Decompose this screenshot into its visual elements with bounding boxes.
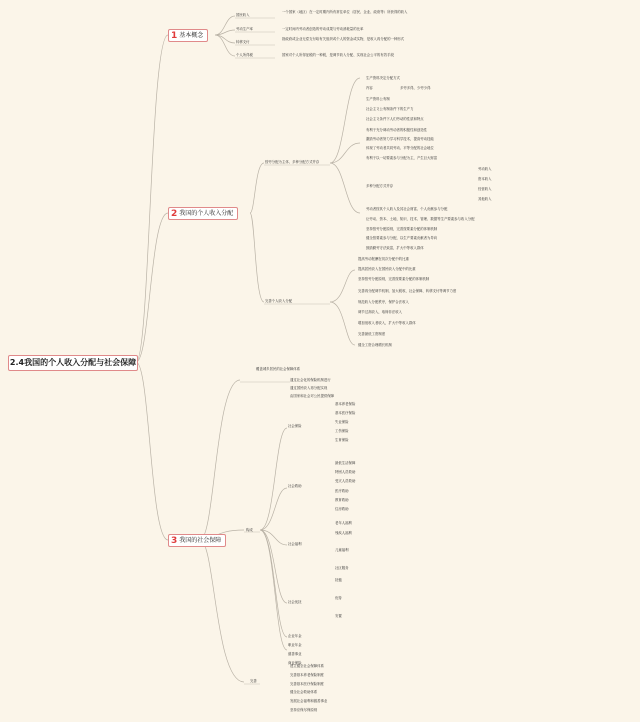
mech-item: 由国家和社会对公民提供保障 [290, 394, 335, 398]
field-item: 特困人员救助 [335, 470, 356, 474]
security-meaning: 覆盖城乡居民的社会保障体系 [256, 367, 301, 371]
field-item: 优待 [335, 596, 342, 600]
concept-definition: 指政府或企业无偿支付给有关组织或个人的资金或实物，是收入再分配的一种形式 [282, 37, 405, 41]
section-number: 2 [171, 209, 178, 219]
a-item: 多劳多得，少劳少得 [400, 86, 431, 90]
field-item: 工伤保险 [335, 429, 349, 433]
tail-item: 慈善事业 [288, 652, 302, 656]
field-item: 医疗救助 [335, 489, 349, 493]
field-item: 最低生活保障 [335, 461, 356, 465]
improve-item: 健全社会救助体系 [290, 690, 318, 694]
concept-term: 劳动生产率 [236, 27, 253, 31]
c-item: 让劳动、资本、土地、知识、技术、管理、数据等生产要素参与收入分配 [366, 217, 475, 221]
concept-definition: 一个国家（地区）在一定时期内所有常住单位（居民、企业、政府等）所获得的收入 [282, 10, 408, 14]
improve-item: 建立健全社会保障体系 [290, 664, 324, 668]
section-social-security [168, 534, 226, 547]
section-income-distribution [168, 207, 238, 220]
tail-item: 职业年金 [288, 643, 302, 647]
field-item: 安置 [335, 614, 342, 618]
fair-item: 增加低收入者收入，扩大中等收入群体 [358, 321, 416, 325]
field-item: 生育保险 [335, 438, 349, 442]
c-form: 其他收入 [478, 197, 492, 201]
concept-term: 个人所得税 [236, 53, 253, 57]
fair-item: 规范收入分配秩序，保护合法收入 [358, 300, 409, 304]
field-item: 残疾人福利 [335, 531, 352, 535]
section-number: 3 [171, 536, 178, 546]
concept-term: 转移支付 [236, 40, 250, 44]
field-item: 教育救助 [335, 498, 349, 502]
fair-item: 调节过高收入，取缔非法收入 [358, 310, 403, 314]
b-item: 生产资料公有制 [366, 97, 390, 101]
field-name: 社会福利 [288, 542, 302, 546]
b-distribution: 多种分配方式并存 [366, 184, 394, 188]
fair-item: 完善再分配调节机制，加大税收、社会保障、转移支付等调节力度 [358, 289, 457, 293]
fields-label: 构成 [246, 528, 253, 532]
b-meaning-item: 有利于充分调动劳动者的积极性和创造性 [366, 128, 428, 132]
improve-item: 完善基本养老保险制度 [290, 673, 324, 677]
c-form: 劳动收入 [478, 167, 492, 171]
b-item: 社会主义公有制条件下的生产力 [366, 107, 414, 111]
concept-definition: 一定时间内劳动者创造的劳动成果与劳动消耗量的比率 [282, 27, 364, 31]
fair-item: 完善最低工资制度 [358, 332, 386, 336]
root-node: 2.4我国的个人收入分配与社会保障 [8, 355, 138, 371]
section-title: 我国的社会保障 [179, 537, 222, 544]
improve-item: 完善基本医疗保险制度 [290, 682, 324, 686]
field-name: 社会优抚 [288, 600, 302, 604]
field-item: 住房救助 [335, 507, 349, 511]
concept-definition: 国家对个人所得征税的一种税，是调节收入分配、实现社会公平的有效手段 [282, 53, 394, 57]
b-item: 社会主义条件下人们劳动的性质和特点 [366, 117, 424, 121]
field-item: 抚恤 [335, 578, 342, 582]
fair-item: 提高居民收入在国民收入分配中的比重 [358, 267, 416, 271]
field-item: 老年人福利 [335, 521, 352, 525]
field-name: 社会保险 [288, 424, 302, 428]
fair-label: 完善个人收入分配 [265, 299, 293, 303]
section-title: 基本概念 [179, 32, 204, 39]
a-sub-label: 内容 [366, 86, 373, 90]
c-item: 劳动者按其个人收入及其社会财富、个人贡献参与分配 [366, 207, 448, 211]
field-item: 基本医疗保险 [335, 411, 356, 415]
section-title: 我国的个人收入分配 [179, 210, 234, 217]
improve-label: 完善 [250, 679, 257, 683]
tail-item: 企业年金 [288, 634, 302, 638]
field-item: 失业保险 [335, 420, 349, 424]
section-number: 1 [171, 31, 178, 41]
field-item: 儿童福利 [335, 548, 349, 552]
improve-item: 坚持应保尽保原则 [290, 708, 318, 712]
section-basic-concepts [168, 29, 208, 42]
fair-item: 健全工资合理增长机制 [358, 343, 392, 347]
field-name: 社会救助 [288, 484, 302, 488]
improve-item: 发展社会福利和慈善事业 [290, 699, 328, 703]
b-meaning-item: 激励劳动者努力学习科学技术，提高劳动技能 [366, 137, 434, 141]
c-item: 鼓励勤劳守法致富，扩大中等收入群体 [366, 246, 424, 250]
b-meaning-item: 有利于以一切要素参与分配为主，产生巨大财富 [366, 156, 438, 160]
field-item: 社区服务 [335, 566, 349, 570]
a-item: 生产资料决定分配方式 [366, 76, 400, 80]
field-item: 受灾人员救助 [335, 479, 356, 483]
field-item: 基本养老保险 [335, 402, 356, 406]
c-form: 资本收入 [478, 177, 492, 181]
fair-item: 提高劳动报酬在初次分配中的比重 [358, 257, 409, 261]
mech-item: 通过社会化的保险机制进行 [290, 378, 331, 382]
concept-term: 国民收入 [236, 13, 250, 17]
b-meaning-item: 体现了劳动者共同劳动、平等分配的社会地位 [366, 146, 434, 150]
tail-item: 商业保险 [288, 661, 302, 665]
mech-item: 通过国民收入再分配实现 [290, 386, 328, 390]
c-item: 健全按要素参与分配，以生产要素贡献者为导向 [366, 236, 438, 240]
c-form: 经营收入 [478, 187, 492, 191]
fair-item: 坚持按劳分配原则，完善按要素分配的体制机制 [358, 277, 430, 281]
income-main-principle: 按劳分配为主体、多种分配方式并存 [265, 160, 320, 164]
c-item: 坚持按劳分配原则，完善按要素分配的体制机制 [366, 227, 438, 231]
